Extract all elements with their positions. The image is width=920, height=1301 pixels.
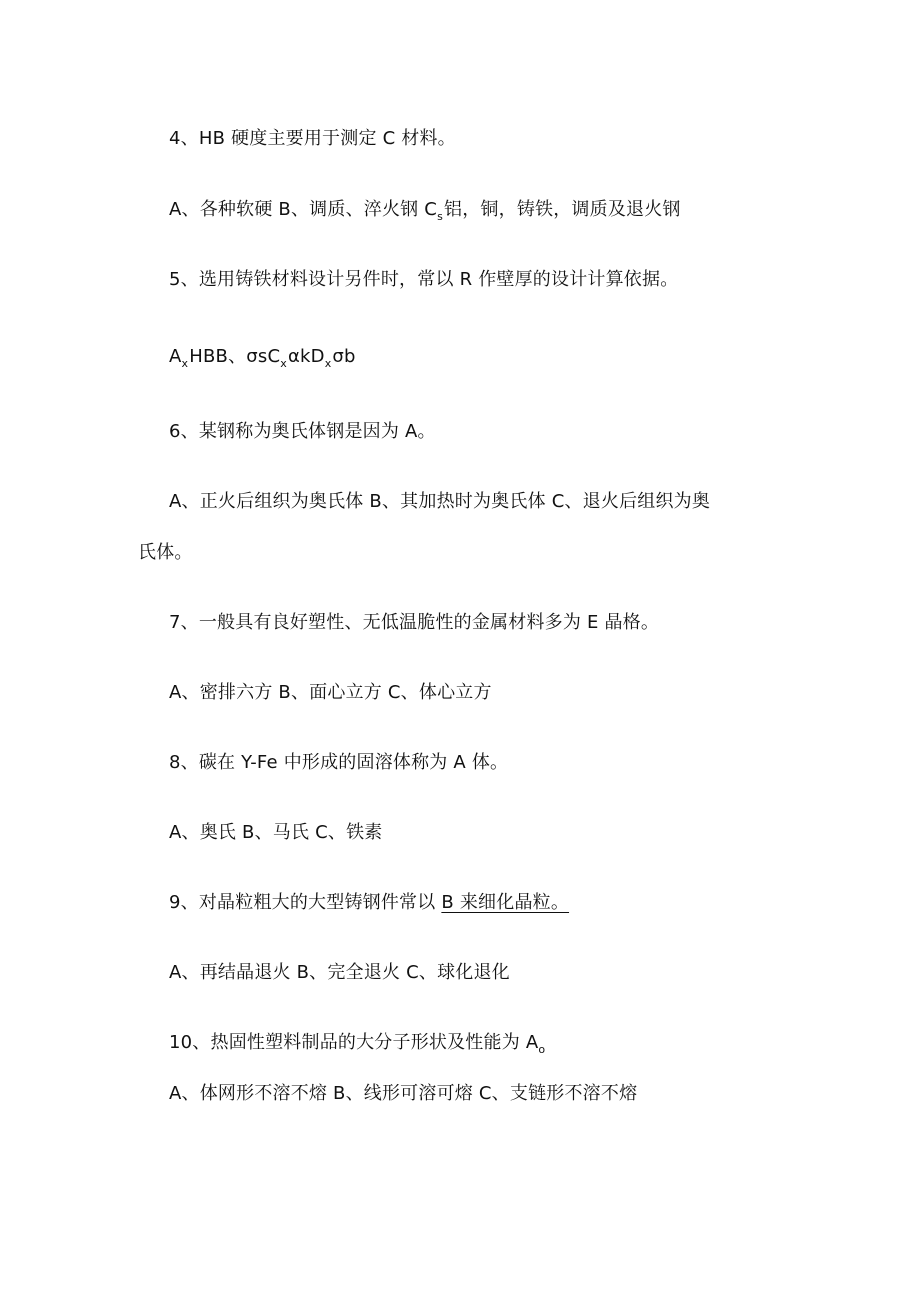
question-7-options-text: A、密排六方 B、面心立方 C、体心立方: [169, 682, 492, 703]
question-5-opt-c: αkD: [287, 346, 325, 367]
question-8-options: [169, 821, 382, 845]
question-6: [169, 420, 436, 444]
question-5-opt-d: σb: [332, 346, 356, 367]
question-9-underlined-answer: B 来细化晶粒。: [441, 892, 570, 913]
question-4: [169, 127, 456, 151]
question-6-options: [169, 490, 710, 514]
question-8-text: 8、碳在 Y-Fe 中形成的固溶体称为 A 体。: [169, 752, 509, 773]
question-8-options-text: A、奥氏 B、马氏 C、铁素: [169, 822, 383, 843]
question-7-options: [169, 681, 492, 705]
question-10-text: 10、热固性塑料制品的大分子形状及性能为 A: [169, 1032, 539, 1053]
question-8: [169, 751, 508, 775]
question-7: [169, 611, 659, 635]
question-5-options: [169, 345, 356, 371]
question-5-sub-2: x: [280, 357, 287, 370]
question-4-options-subscript: s: [437, 210, 444, 223]
question-10-subscript: o: [538, 1043, 546, 1056]
question-9-options-text: A、再结晶退火 B、完全退火 C、球化退化: [169, 962, 510, 983]
question-5-opt-b: HBB、σsC: [189, 346, 281, 367]
question-5-text: 5、选用铸铁材料设计另件时，常以 R 作壁厚的设计计算依据。: [169, 269, 679, 290]
question-10: [169, 1031, 546, 1057]
question-9: [169, 891, 569, 915]
question-5-opt-a: A: [169, 346, 182, 367]
question-10-options: [169, 1082, 637, 1106]
question-5-sub-3: x: [324, 357, 332, 370]
question-9-options: [169, 961, 510, 985]
question-5-sub-1: x: [181, 357, 189, 370]
question-4-options: [169, 198, 681, 224]
question-6-options-line-2: 氏体。: [138, 542, 193, 563]
question-6-text: 6、某钢称为奥氏体钢是因为 A。: [169, 421, 436, 442]
question-4-text: 4、HB 硬度主要用于测定 C 材料。: [169, 128, 456, 149]
question-4-options-pre: A、各种软硬 B、调质、淬火钢 C: [169, 199, 438, 220]
question-10-options-text: A、体网形不溶不熔 B、线形可溶可熔 C、支链形不溶不熔: [169, 1083, 638, 1104]
question-7-text: 7、一般具有良好塑性、无低温脆性的金属材料多为 E 晶格。: [169, 612, 660, 633]
question-6-options-line-1: A、正火后组织为奥氏体 B、其加热时为奥氏体 C、退火后组织为奥: [169, 491, 711, 512]
question-6-options-continued: [138, 541, 193, 565]
question-9-text: 9、对晶粒粗大的大型铸钢件常以: [169, 892, 442, 913]
question-4-options-post: 铝，铜，铸铁，调质及退火钢: [444, 199, 681, 220]
question-5: [169, 268, 678, 292]
